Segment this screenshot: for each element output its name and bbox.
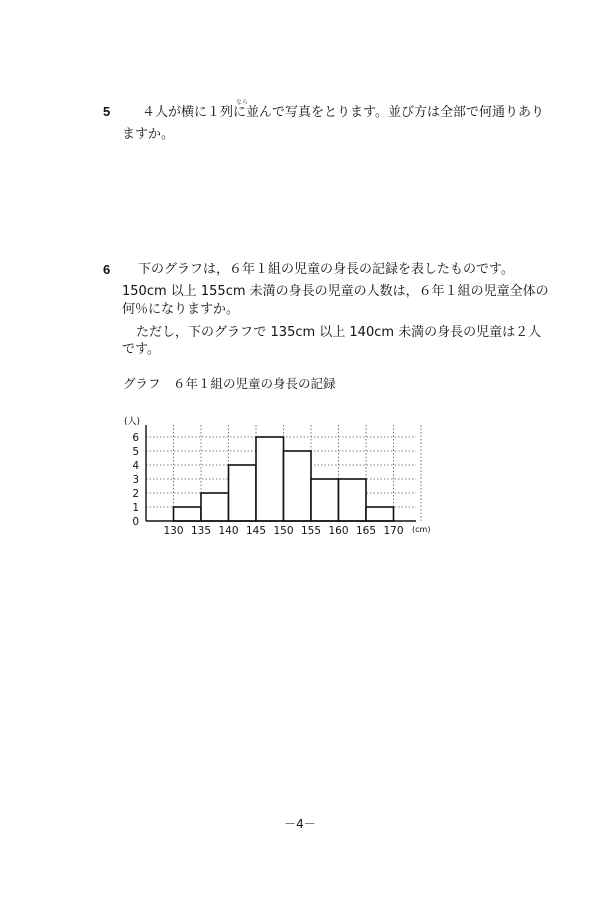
histogram-bar xyxy=(339,479,367,521)
question-6-number: 6 xyxy=(103,262,111,277)
height-histogram xyxy=(0,410,600,550)
graph-caption: グラフ ６年１組の児童の身長の記録 xyxy=(123,376,336,391)
y-axis-unit-label: (人) xyxy=(124,417,141,427)
x-tick-label: 135 xyxy=(190,525,212,537)
x-tick-label: 140 xyxy=(218,525,239,537)
x-tick-label: 170 xyxy=(383,525,404,537)
question-6-text-line1: 下のグラフは，６年１組の児童の身長の記録を表したものです。 xyxy=(138,262,514,277)
y-tick-label: 0 xyxy=(132,516,139,528)
x-tick-label: 165 xyxy=(355,525,377,537)
x-tick-label: 130 xyxy=(163,525,184,537)
question-6-text-line2: 150cm 以上 155cm 未満の身長の児童の人数は，６年１組の児童全体の xyxy=(122,284,549,299)
x-axis-unit-label: (cm) xyxy=(412,525,431,534)
histogram-bar xyxy=(201,493,229,521)
x-tick-label: 160 xyxy=(328,525,349,537)
x-tick-label: 145 xyxy=(245,525,267,537)
x-tick-label: 155 xyxy=(300,525,322,537)
furigana-nara: なら xyxy=(236,99,249,106)
histogram-bar xyxy=(366,507,394,521)
question-5-number: 5 xyxy=(103,104,111,119)
histogram-bar xyxy=(256,437,284,521)
histogram-bar xyxy=(311,479,339,521)
question-6-text-line3: 何％になりますか。 xyxy=(122,302,240,317)
page-number: －4－ xyxy=(284,817,316,831)
histogram-bar xyxy=(174,507,202,521)
histogram-bar xyxy=(229,465,257,521)
question-5-text-line1: ４人が横に１列に並んで写真をとります。並び方は全部で何通りあり xyxy=(142,105,544,120)
y-tick-label: 3 xyxy=(132,474,139,486)
y-tick-label: 1 xyxy=(132,502,139,514)
x-tick-label: 150 xyxy=(273,525,294,537)
y-tick-label: 5 xyxy=(132,446,139,458)
question-6-text-line5: です。 xyxy=(122,342,160,357)
y-tick-label: 6 xyxy=(132,432,139,444)
histogram-bar xyxy=(284,451,312,521)
y-tick-label: 2 xyxy=(132,488,139,500)
question-6-text-line4: ただし，下のグラフで 135cm 以上 140cm 未満の身長の児童は２人 xyxy=(136,325,542,340)
y-tick-label: 4 xyxy=(132,460,139,472)
question-5-text-line2: ますか。 xyxy=(122,127,175,142)
